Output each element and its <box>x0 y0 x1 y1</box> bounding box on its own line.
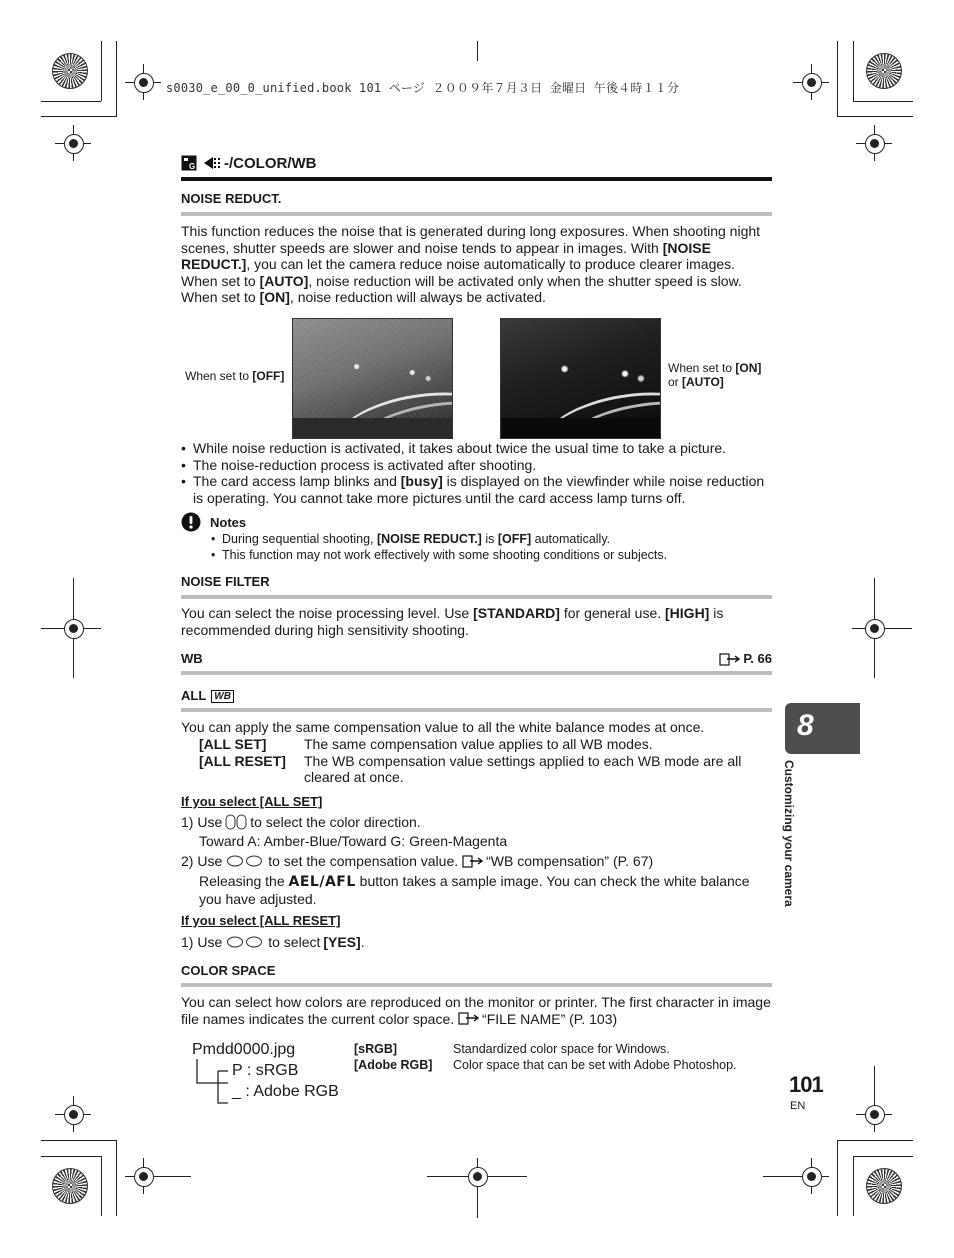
color-space-table <box>354 1041 774 1073</box>
noise-filter-rule <box>181 595 772 599</box>
wb-compensation-icon: WB <box>211 690 234 703</box>
all-set-title: If you select [ALL SET] <box>181 794 323 809</box>
page-reference-icon <box>719 653 741 666</box>
notes-list <box>209 532 772 563</box>
notes-block <box>181 512 772 563</box>
filename-example: Pmdd0000.jpg <box>192 1041 296 1058</box>
section-header <box>181 153 316 173</box>
camera-menu-icon <box>181 155 197 171</box>
print-header-line: s0030_e_00_0_unified.book 101 ページ ２００９年７月３日 金曜日 午後４時１１分 <box>166 81 680 95</box>
color-space-heading: COLOR SPACE <box>181 963 276 978</box>
section-rule <box>181 177 772 181</box>
warning-icon <box>181 512 201 532</box>
list-item: • The card access lamp blinks and [busy] is displayed on the viewfinder while noise reduction is operating. You cannot take more pictures until the card access lamp turns off. <box>181 473 772 506</box>
wb-page-ref: P. 66 <box>719 651 772 668</box>
list-item: • The noise-reduction process is activated after shooting. <box>181 457 772 474</box>
noise-reduct-heading: NOISE REDUCT. <box>181 191 282 206</box>
all-wb-heading: ALL WB <box>181 688 772 705</box>
photo-noise-reduction-on <box>500 318 661 439</box>
list-item: • While noise reduction is activated, it takes about twice the usual time to take a picture. <box>181 440 772 457</box>
noise-reduct-bullets <box>181 440 772 506</box>
page-reference-icon <box>462 855 484 868</box>
all-set-step-2-detail: Releasing the AEL/AFL button takes a sample image. You can check the white balance you have adjusted. <box>199 873 750 907</box>
page-reference-icon <box>458 1012 480 1025</box>
table-row: [ALL RESET] The WB compensation value settings applied to each WB mode are all cleared at once. <box>199 752 742 785</box>
all-set-step-1-detail: Toward A: Amber-Blue/Toward G: Green-Magenta <box>199 833 508 849</box>
dial-left-right-icon <box>225 814 247 830</box>
caption-off: When set to [OFF] <box>185 369 285 383</box>
all-wb-options-table <box>199 736 772 786</box>
list-item: • This function may not work effectively with some shooting conditions or subjects. <box>209 548 772 564</box>
table-row: [sRGB] Standardized color space for Windows. <box>354 1042 670 1056</box>
noise-reduct-rule <box>181 212 772 216</box>
wb-heading-text: WB <box>181 651 203 666</box>
dial-up-down-icon <box>226 854 264 868</box>
all-wb-rule <box>181 708 772 712</box>
chapter-tab <box>785 703 860 754</box>
page-number: 101 <box>789 1072 823 1097</box>
chapter-vertical-label: Customizing your camera <box>782 760 796 907</box>
all-set-step-2: 2) Use to set the compensation value. “WB compensation” (P. 67) <box>181 853 654 869</box>
wb-rule <box>181 671 772 675</box>
all-set-step-1: 1) Use to select the color direction. <box>181 814 421 830</box>
noise-filter-paragraph: You can select the noise processing level. Use [STANDARD] for general use. [HIGH] is recommended during high sensitivity shooting. <box>181 605 724 638</box>
color-space-paragraph: You can select how colors are reproduced on the monitor or printer. The first character in image file names indicates the current color space. “FILE NAME” (P. 103) <box>181 994 771 1027</box>
all-reset-title: If you select [ALL RESET] <box>181 913 341 928</box>
notes-title: Notes <box>210 514 247 530</box>
all-wb-paragraph: You can apply the same compensation value to all the white balance modes at once. <box>181 719 705 735</box>
filename-p-label: P : sRGB <box>232 1062 299 1079</box>
all-reset-step-1: 1) Use to select [YES] . <box>181 934 365 950</box>
noise-filter-heading: NOISE FILTER <box>181 574 270 589</box>
dial-up-down-icon <box>226 935 264 949</box>
list-item: • During sequential shooting, [NOISE REDUCT.] is [OFF] automatically. <box>209 532 772 548</box>
table-row: [ALL SET] The same compensation value applies to all WB modes. <box>199 736 653 752</box>
filename-diagram <box>192 1041 352 1105</box>
chapter-number: 8 <box>797 709 814 742</box>
picture-mode-icon <box>203 155 223 171</box>
svg-text:G: G <box>189 162 196 171</box>
noise-reduct-paragraph: This function reduces the noise that is generated during long exposures. When shooting night scenes, shutter speeds are slower and noise tends to appear in images. With [NOISE REDUCT.], you can let the camera reduce noise automatically to produce clearer images. When set to [AUTO], noise reduction will be activated only when the shutter speed is slow. When set to [ON], noise reduction will always be activated. <box>181 223 761 305</box>
filename-bracket-lines <box>192 1059 232 1109</box>
language-code: EN <box>790 1100 806 1112</box>
wb-heading <box>181 651 772 668</box>
photo-noise-reduction-off <box>292 318 453 439</box>
section-title: -/COLOR/WB <box>224 154 317 172</box>
color-space-rule <box>181 983 772 987</box>
table-row: [Adobe RGB] Color space that can be set with Adobe Photoshop. <box>354 1058 737 1072</box>
filename-underscore-label: _ : Adobe RGB <box>232 1083 339 1100</box>
caption-on-auto: When set to [ON] or [AUTO] <box>668 361 762 389</box>
